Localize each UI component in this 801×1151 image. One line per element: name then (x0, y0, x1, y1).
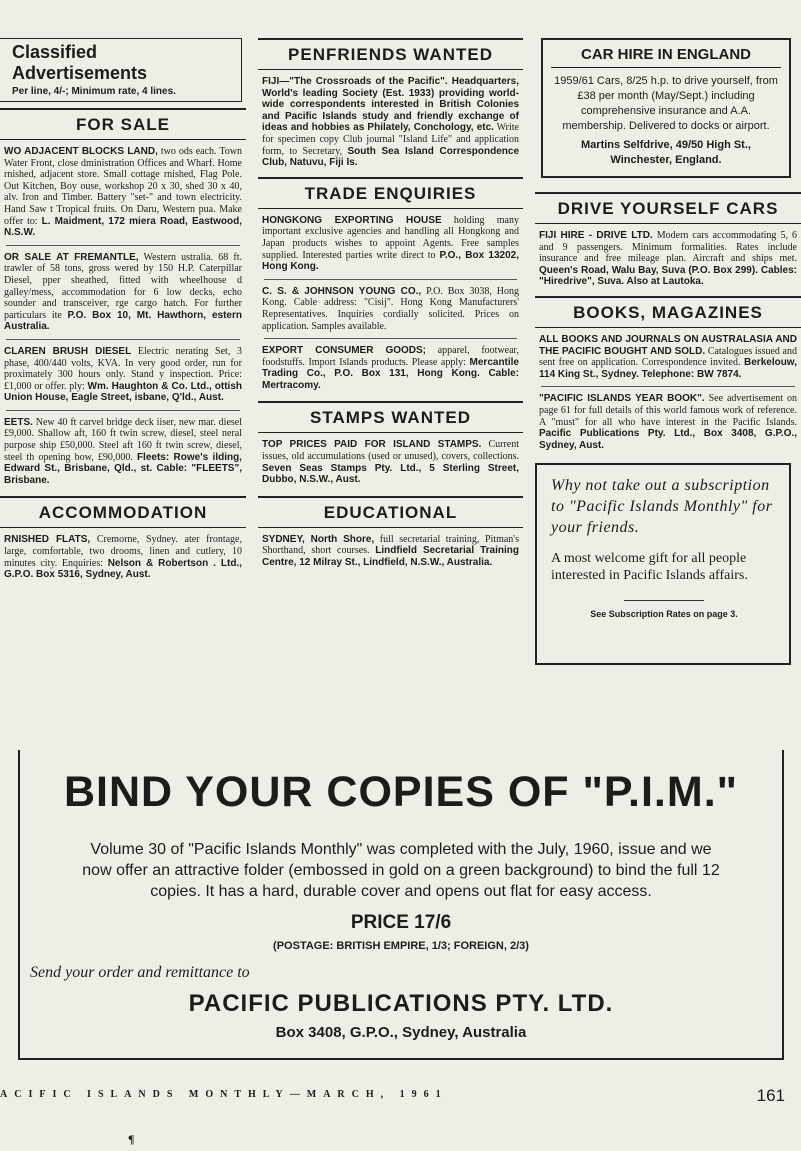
for-sale-ad-2: OR SALE AT FREMANTLE, Western ustralia. 68 ft. trawler of 58 tons, gross wered by 150 H.P. Caterpillar Diesel, pper sheathed, fitted with wheelhouse d galley/mess, accommodation for 6 low decks, echo sounder and transceiver, rge cargo hatch. For further particulars ite P.O. Box 10, Mt. Hawthorn, estern Australia. (4, 251, 242, 333)
accommodation-heading: ACCOMMODATION (38, 503, 208, 523)
bind-publisher: PACIFIC PUBLICATIONS PTY. LTD. (188, 990, 614, 1017)
drive-heading: DRIVE YOURSELF CARS (557, 199, 779, 218)
classified-rate: Per line, 4/-; Minimum rate, 4 lines. (12, 86, 176, 97)
bind-postage: (POSTAGE: BRITISH EMPIRE, 1/3; FOREIGN, 2/3) (273, 940, 529, 952)
for-sale-ad-3: CLAREN BRUSH DIESEL Electric nerating Set, 3 phase, 400/440 volts, KVA. In very good order, run for proximately 300 hours only. Stand y inspection. Price: £1,000 or offer. ply: Wm. Haughton & Co. Ltd., ottish Union House, Eagle Street, isbane, Q'ld., Aust. (4, 345, 242, 404)
bind-body: Volume 30 of "Pacific Islands Monthly" was completed with the July, 1960, issue and we now offer an attractive folder (embossed in gold on a green background) to bind the full 12 copies. It has a hard, durable cover and opens out flat for easy access. (82, 841, 720, 900)
trade-heading: TRADE ENQUIRIES (304, 183, 477, 203)
car-hire-contact: Martins Selfdrive, 49/50 High St., Winchester, England. (581, 139, 751, 166)
page-footer (0, 1086, 801, 1106)
subscription-box (535, 463, 791, 665)
trade-ad-3: EXPORT CONSUMER GOODS; apparel, footwear, foodstuffs. Import Islands products. Please apply: Mercantile Trading Co., P.O. Box 131, Hong Kong. Cable: Mertracomy. (262, 345, 519, 391)
car-hire-box (541, 38, 791, 178)
bind-headline: BIND YOUR COPIES OF "P.I.M." (63, 768, 739, 816)
penfriends-ad-1: FIJI—"The Crossroads of the Pacific". Headquarters, World's leading Society (Est. 1933) providing world-wide correspondents interested in British Colonies and Pacific Islands study and friendly exchange of ideas and hobbies as Philately, Conchology, etc. Write for specimen copy Club journal "Island Life" and application form, to Secretary, South Sea Island Correspondence Club, Natuvu, Fiji Is. (262, 76, 520, 169)
educational-heading: EDUCATIONAL (323, 502, 458, 522)
books-heading: BOOKS, MAGAZINES (573, 302, 763, 322)
classified-header (0, 38, 242, 102)
car-hire-text: 1959/61 Cars, 8/25 h.p. to drive yourself, from £38 per month (May/Sept.) including comprehensive insurance and A.A. membership. Delivered to docks or airport. (554, 75, 778, 132)
classified-title: Classified Advertisements (12, 42, 148, 83)
car-hire-heading: CAR HIRE IN ENGLAND (551, 46, 781, 68)
for-sale-ad-4: EETS. New 40 ft carvel bridge deck iiser, new mar. diesel £9,000. Shallow aft, 160 ft twin screw, diesel, steel neral purpose ship £50,000. Steel aft 160 ft twin screw, diesel, steel th opening bow, £90,000. Fleets: Rowe's ilding, Edward St., Brisbane, Qld., st. Cable: "FLEETS", Brisbane. (4, 416, 242, 486)
for-sale-ad-1: WO ADJACENT BLOCKS LAND, two ods each. Town Water Front, close dministration Offices and Wharf. Home rnished, adjacent store. Small cottage rnished, Flag Pole. Out Kitchen, Boy ouse, workshop 20 x 30, shed 30 x 40, alv. Iron and Timber. Battery "set-" and town electricity. Hand Saw t Tropical fruits. On Daru, Western pua. Make offer to: L. Maidment, 172 miera Road, Eastwood, N.S.W. (4, 146, 242, 239)
penfriends-heading: PENFRIENDS WANTED (288, 45, 493, 64)
trade-ad-2: C. S. & JOHNSON YOUNG CO., P.O. Box 3038, Hong Kong. Cable address: "Cisij". Hong Kong Manufacturers' Representatives. Inquiries cordially solicited. Prices on application. Samples available. (262, 285, 520, 332)
bind-address: Box 3408, G.P.O., Sydney, Australia (275, 1024, 527, 1041)
middle-column (258, 0, 523, 575)
page-number: 161 (756, 1086, 785, 1105)
footer-running-head: ACIFIC ISLANDS MONTHLY—MARCH, 1961 (0, 1089, 448, 1100)
drive-ad-1: FIJI HIRE - DRIVE LTD. Modern cars accommodating 5, 6 and 9 passengers. Minimum formalities. Rates include insurance and free mileage plan. Aircraft and ships met. Queen's Road, Walu Bay, Suva (P.O. Box 299). Cables: "Hiredrive", Suva. Also at Lautoka. (539, 230, 797, 288)
subscription-footnote: See Subscription Rates on page 3. (590, 609, 738, 620)
bind-price: PRICE 17/6 (350, 912, 452, 933)
stamps-heading: STAMPS WANTED (310, 408, 471, 428)
books-ad-2: "PACIFIC ISLANDS YEAR BOOK". See advertisement on page 61 for full details of this world famous work of reference. A "must" for all who have interest in the Pacific Islands. Pacific Publications Pty. Ltd., Box 3408, G.P.O., Sydney, Aust. (539, 393, 797, 451)
trade-ad-1: HONGKONG EXPORTING HOUSE holding many important exclusive agencies and handling all Hongkong and Japan products wishes to appoint Agents. Free samples supplied. Interested parties write direct to P.O., Box 13202, Hong Kong. (262, 214, 519, 273)
bind-send: Send your order and remittance to (30, 964, 250, 981)
bottom-mark: ¶ (128, 1132, 135, 1146)
educational-ad-1: SYDNEY, North Shore, full secretarial training, Pitman's Shorthand, short courses. Lindfield Secretarial Training Centre, 12 Milray St., Lindfield, N.S.W., Australia. (262, 533, 519, 569)
for-sale-heading: FOR SALE (76, 115, 170, 134)
accommodation-ad-1: RNISHED FLATS, Cremorne, Sydney. ater frontage, large, comfortable, two drooms, linen and cutlery, 10 minutes city. Enquiries: Nelson & Robertson . Ltd., G.P.O. Box 5316, Sydney, Aust. (4, 534, 242, 581)
bind-copies-advert (18, 750, 784, 1060)
stamps-ad-1: TOP PRICES PAID FOR ISLAND STAMPS. Current issues, old accumulations (used or unused), covers, collections. Seven Seas Stamps Pty. Ltd., 5 Sterling Street, Dubbo, N.S.W., Aust. (262, 439, 519, 486)
subscription-text: A most welcome gift for all people interested in Pacific Islands affairs. (551, 551, 748, 584)
books-ad-1: ALL BOOKS AND JOURNALS ON AUSTRALASIA AND THE PACIFIC BOUGHT AND SOLD. Catalogues issued and sent free on application. Correspondence invited. Berkelouw, 114 King St., Sydney. Telephone: BW 7874. (539, 333, 797, 380)
left-column (0, 0, 246, 587)
subscription-italic: Why not take out a subscription to "Pacific Islands Monthly" for your friends. (551, 477, 773, 537)
right-column (535, 0, 801, 665)
